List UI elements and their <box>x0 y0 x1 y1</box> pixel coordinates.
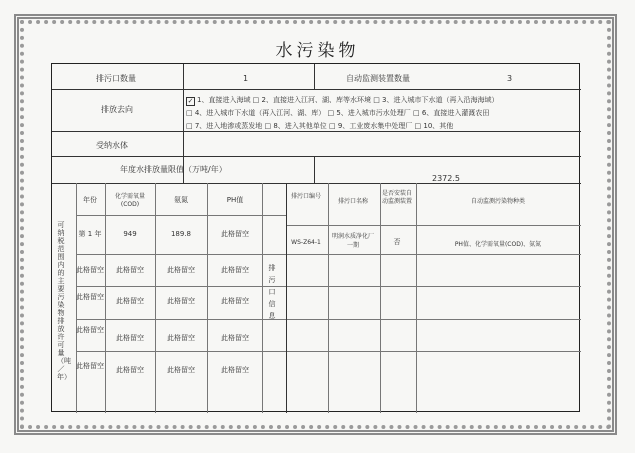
permit-quantity-side-label: 可纳税范围内的主要污染物排放许可量（吨／年） <box>57 221 71 381</box>
table-cell: 否 <box>393 238 401 246</box>
table-cell: 此格留空 <box>76 293 104 301</box>
table-cell: 此格留空 <box>167 366 195 374</box>
annual-limit-value: 2372.5 <box>432 174 460 183</box>
table-cell: 此格留空 <box>116 366 144 374</box>
table-cell: 949 <box>123 230 137 238</box>
header-ammonia: 氨氮 <box>174 196 188 204</box>
table-cell: 此格留空 <box>221 334 249 342</box>
table-cell: 此格留空 <box>76 326 104 334</box>
discharge-option-line1: ✓ 1、直接进入海域 □ 2、直接进入江河、湖、库等水环境 □ 3、进入城市下水道（再入沿海海域） <box>187 96 499 105</box>
checked-box-icon: ✓ <box>187 97 194 105</box>
monitor-count-value: 3 <box>507 74 513 83</box>
header-outfall-id: 排污口编号 <box>290 193 321 200</box>
header-cod: 化学需氧量(COD) <box>114 193 145 208</box>
table-cell: 此格留空 <box>116 334 144 342</box>
monitor-count-label: 自动监测装置数量 <box>346 74 410 83</box>
table-cell: 此格留空 <box>167 297 195 305</box>
header-outfall-name: 排污口名称 <box>337 198 368 205</box>
table-cell: 此格留空 <box>116 266 144 274</box>
receiving-water-label: 受纳水体 <box>96 141 128 150</box>
table-cell: WS-Z64-1 <box>291 239 321 246</box>
discharge-option-line3: □ 7、进入地渗或蒸发地 □ 8、进入其他单位 □ 9、工业废水集中处理厂 □ 10、其他 <box>186 122 454 130</box>
outfall-count-value: 1 <box>243 74 249 83</box>
annual-limit-label: 年度水排放量限值（万吨/年） <box>120 165 227 174</box>
table-cell: 此格留空 <box>167 266 195 274</box>
table-cell: 明润水质净化厂一期 <box>331 233 374 249</box>
header-year: 年份 <box>83 196 97 204</box>
table-cell: 此格留空 <box>76 362 104 370</box>
table-cell: 此格留空 <box>221 366 249 374</box>
header-ph: PH值 <box>226 196 244 204</box>
header-monitored-pollutants: 自动监测污染物种类 <box>470 198 525 205</box>
table-cell: 此格留空 <box>76 266 104 274</box>
table-cell: 189.8 <box>170 230 192 238</box>
table-cell: 此格留空 <box>221 266 249 274</box>
page-title: 水污染物 <box>275 41 360 61</box>
discharge-direction-label: 排放去向 <box>101 105 133 114</box>
table-cell: 第 1 年 <box>78 230 102 238</box>
table-cell: 此格留空 <box>167 334 195 342</box>
table-cell: 此格留空 <box>116 297 144 305</box>
discharge-option-line2: □ 4、进入城市下水道（再入江河、湖、库） □ 5、进入城市污水处理厂 □ 6、直接进入灌溉农田 <box>186 109 490 117</box>
table-cell: 此格留空 <box>221 230 249 238</box>
table-cell: 此格留空 <box>221 297 249 305</box>
outfall-count-label: 排污口数量 <box>96 74 136 83</box>
header-auto-monitor: 是否安装自动监测装置 <box>381 190 412 205</box>
outfall-info-side-label: 排污口信息 <box>268 264 276 320</box>
table-cell: PH值、化学需氧量(COD)、氨氮 <box>454 241 542 248</box>
